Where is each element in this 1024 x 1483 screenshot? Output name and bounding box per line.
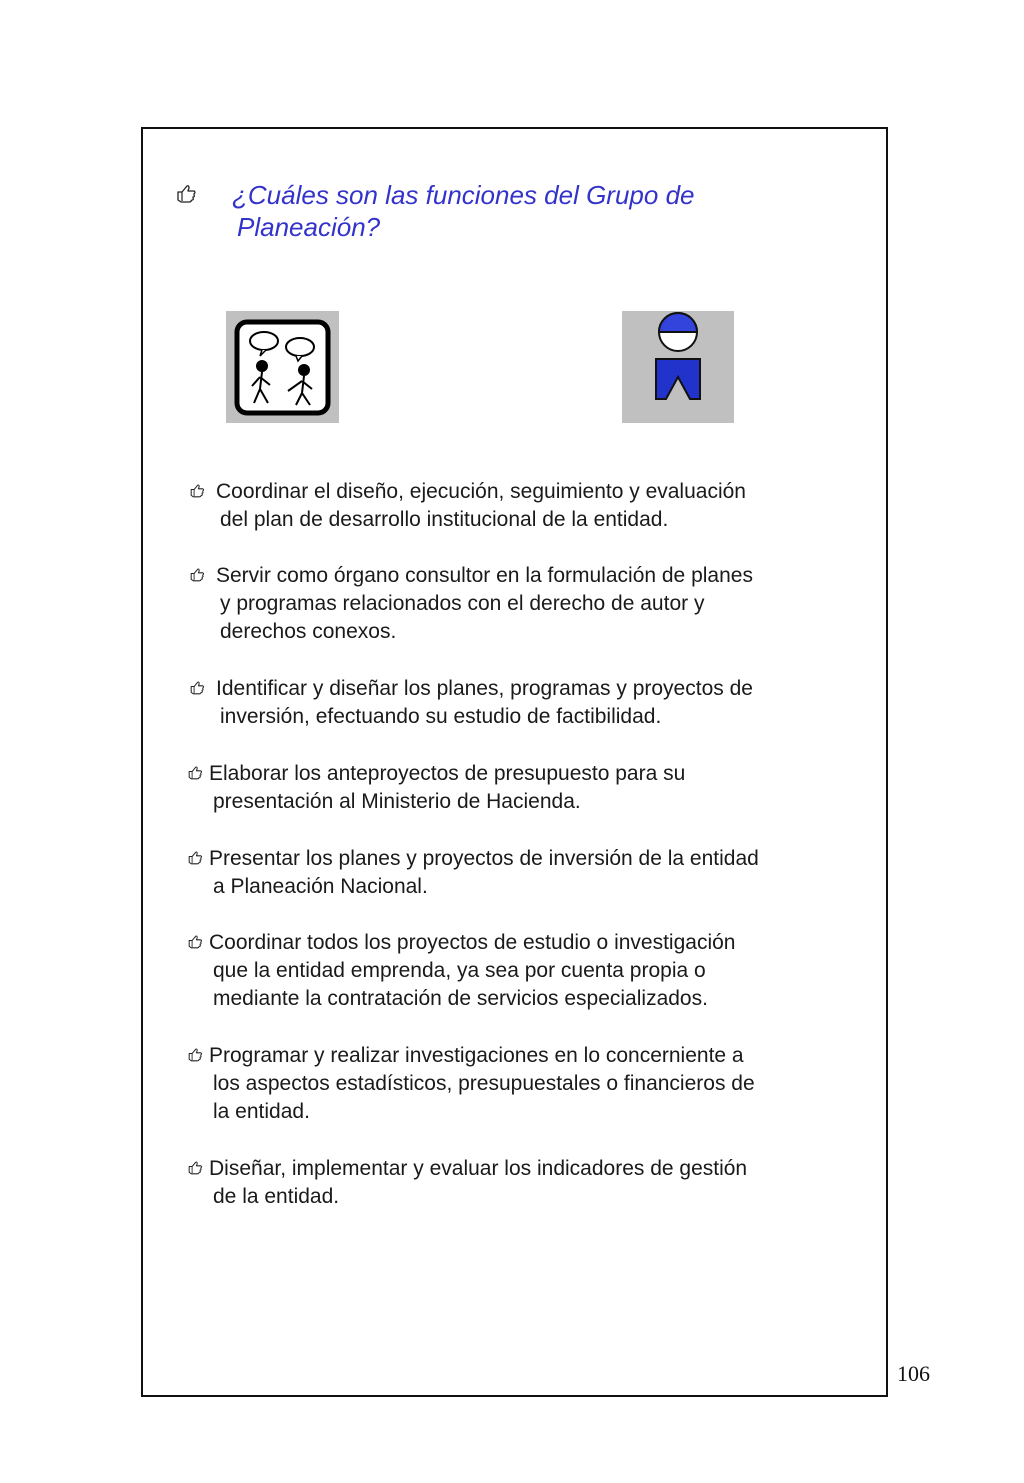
list-item-line: los aspectos estadísticos, presupuestales o financieros de <box>213 1072 755 1095</box>
list-item-line: Programar y realizar investigaciones en lo concerniente a <box>209 1044 744 1067</box>
list-item <box>187 1042 755 1126</box>
pointing-hand-icon <box>187 1160 203 1176</box>
pointing-hand-icon <box>187 1047 203 1063</box>
list-item-line: Identificar y diseñar los planes, programas y proyectos de <box>216 677 753 700</box>
pointing-hand-icon <box>189 483 205 499</box>
list-item-line: de la entidad. <box>213 1185 340 1208</box>
list-item <box>187 929 735 1013</box>
pointing-hand-icon <box>189 567 205 583</box>
pointing-hand-icon <box>187 765 203 781</box>
list-item-line: Presentar los planes y proyectos de inversión de la entidad <box>209 847 759 870</box>
list-item-line: Coordinar todos los proyectos de estudio o investigación <box>209 931 736 954</box>
list-item <box>187 845 759 901</box>
heading-line-1: ¿Cuáles son las funciones del Grupo de <box>232 180 695 210</box>
list-item-line: derechos conexos. <box>220 620 397 643</box>
pointing-hand-icon <box>189 680 205 696</box>
list-item-line: del plan de desarrollo institucional de la entidad. <box>220 508 669 531</box>
list-item-line: a Planeación Nacional. <box>213 875 428 898</box>
list-item <box>187 760 685 816</box>
list-item-line: Coordinar el diseño, ejecución, seguimiento y evaluación <box>216 480 746 503</box>
list-item <box>189 562 753 646</box>
list-item-line: presentación al Ministerio de Hacienda. <box>213 790 581 813</box>
list-item <box>189 478 746 534</box>
list-item-line: y programas relacionados con el derecho de autor y <box>220 592 705 615</box>
list-item-line: la entidad. <box>213 1100 310 1123</box>
heading-line-2: Planeación? <box>237 212 381 242</box>
list-item-line: Diseñar, implementar y evaluar los indicadores de gestión <box>209 1157 748 1180</box>
pointing-hand-icon <box>187 850 203 866</box>
list-item <box>189 675 753 731</box>
list-item-line: Servir como órgano consultor en la formulación de planes <box>216 564 753 587</box>
list-item-line: Elaborar los anteproyectos de presupuesto para su <box>209 762 686 785</box>
list-item <box>187 1155 747 1211</box>
pointing-hand-icon <box>187 934 203 950</box>
list-item-line: mediante la contratación de servicios especializados. <box>213 987 708 1010</box>
page-number: 106 <box>897 1361 930 1386</box>
list-item-line: inversión, efectuando su estudio de factibilidad. <box>220 705 662 728</box>
list-item-line: que la entidad emprenda, ya sea por cuenta propia o <box>213 959 706 982</box>
